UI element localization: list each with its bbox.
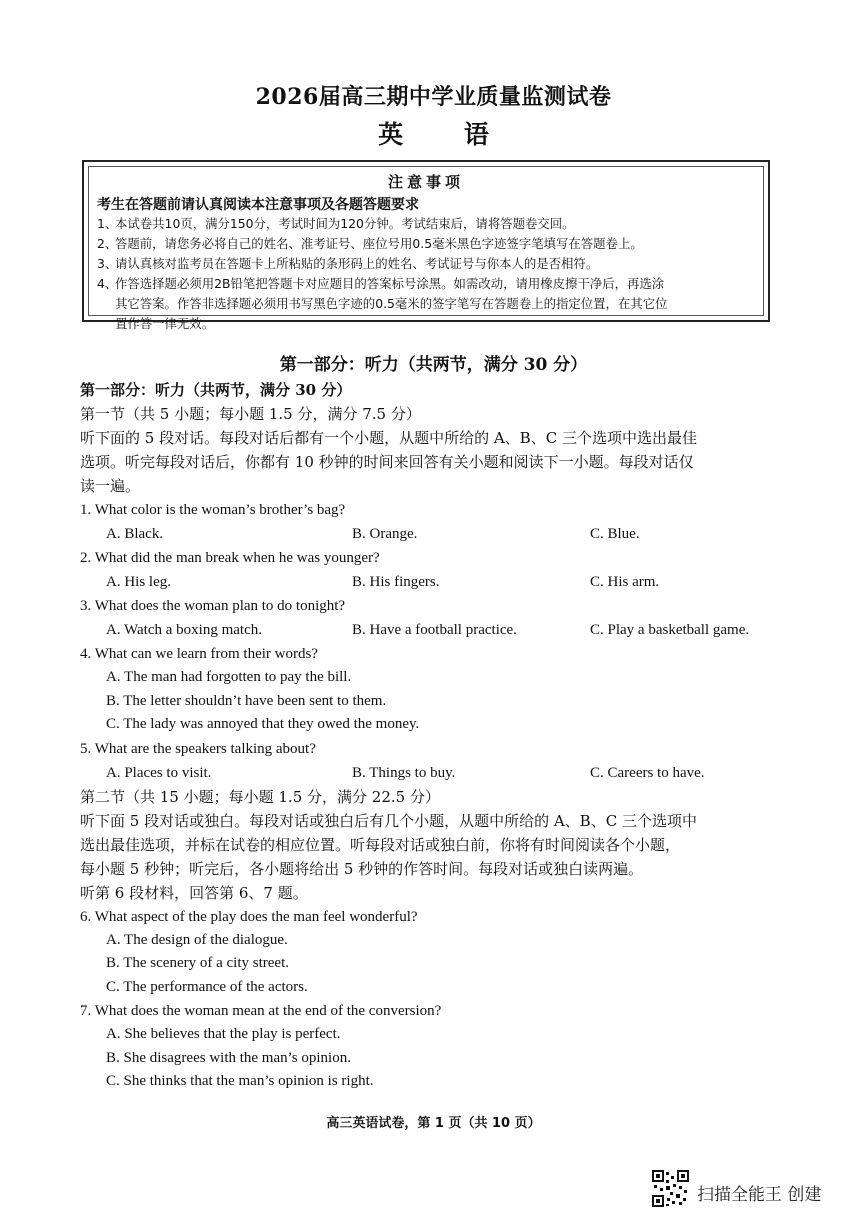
section1-heading: 第一节（共 5 小题；每小题 1.5 分，满分 7.5 分）	[80, 405, 421, 423]
option-b: B. The letter shouldn’t have been sent to them.	[106, 692, 387, 709]
subject-title: 英 语	[378, 120, 515, 149]
question-options	[80, 522, 780, 546]
option-b: B. The scenery of a city street.	[106, 955, 289, 971]
question-stem: 7. What does the woman mean at the end of the conversion?	[80, 1003, 442, 1019]
notice-item-continuation: 置作答一律无效。	[115, 316, 215, 331]
option-a: A. The design of the dialogue.	[106, 931, 288, 948]
question-stem: 3. What does the woman plan to do tonight?	[80, 598, 346, 614]
option-b: B. Have a football practice.	[352, 622, 517, 638]
section1-instruction: 读一遍。	[80, 477, 141, 495]
section2-instruction: 每小题 5 秒钟；听完后，各小题将给出 5 秒钟的作答时间。每段对话或独白读两遍。	[80, 859, 644, 878]
question-stem: 6. What aspect of the play does the man feel wonderful?	[80, 908, 418, 925]
qr-code-icon	[652, 1170, 689, 1207]
part1-subheading: 第一部分：听力（共两节，满分 30 分）	[80, 381, 352, 399]
option-c: C. The lady was annoyed that they owed the money.	[106, 716, 420, 732]
option-c: C. Play a basketball game.	[590, 622, 750, 638]
option-a: A. His leg.	[106, 574, 171, 590]
option-c: C. Careers to have.	[590, 764, 705, 781]
option-b: B. His fingers.	[352, 574, 440, 590]
notice-subtitle: 考生在答题前请认真阅读本注意事项及各题答题要求	[97, 197, 419, 213]
option-b: B. She disagrees with the man’s opinion.	[106, 1049, 351, 1066]
option-b: B. Orange.	[352, 526, 418, 542]
option-a: A. Black.	[106, 526, 164, 542]
question-stem: 5. What are the speakers talking about?	[80, 740, 316, 757]
section1-instruction: 选项。听完每段对话后，你都有 10 秒钟的时间来回答有关小题和阅读下一小题。每段对话仅	[80, 453, 694, 471]
question-body	[80, 378, 780, 1094]
notice-item: 4、作答选择题必须用2B铅笔把答题卡对应题目的答案标号涂黑。如需改动，请用橡皮擦干净后，再选涂	[97, 276, 665, 291]
option-c: C. Blue.	[590, 526, 640, 542]
option-b: B. Things to buy.	[352, 764, 456, 781]
section2-heading: 第二节（共 15 小题；每小题 1.5 分，满分 22.5 分）	[80, 787, 440, 806]
option-c: C. The performance of the actors.	[106, 978, 308, 995]
option-a: A. Watch a boxing match.	[106, 622, 262, 638]
notice-item-continuation: 其它答案。作答非选择题必须用书写黑色字迹的0.5毫米的签字笔写在答题卷上的指定位置，在其它位	[115, 296, 668, 311]
part1-heading: 第一部分：听力（共两节，满分 30 分）	[279, 355, 588, 375]
scanner-watermark: 扫描全能王 创建	[697, 1185, 822, 1205]
material-instruction: 听第 6 段材料，回答第 6、7 题。	[80, 883, 308, 902]
question-options	[80, 761, 780, 785]
notice-box	[82, 160, 770, 331]
section1-instruction: 听下面的 5 段对话。每段对话后都有一个小题，从题中所给的 A、B、C 三个选项中选出最佳	[80, 429, 697, 447]
option-a: A. Places to visit.	[106, 764, 212, 781]
notice-item: 2、答题前，请您务必将自己的姓名、准考证号、座位号用0.5毫米黑色字迹签字笔填写在答题卷上。	[97, 236, 643, 251]
notice-title: 注意事项	[387, 173, 464, 191]
exam-title: 2026届高三期中学业质量监测试卷	[255, 84, 612, 110]
option-c: C. His arm.	[590, 574, 660, 590]
option-a: A. She believes that the play is perfect.	[106, 1026, 341, 1042]
section2-instruction: 听下面 5 段对话或独白。每段对话或独白后有几个小题，从题中所给的 A、B、C 三个选项中	[80, 811, 697, 830]
question-stem: 1. What color is the woman’s brother’s bag?	[80, 502, 346, 518]
option-c: C. She thinks that the man’s opinion is right.	[106, 1073, 374, 1089]
section2-instruction: 选出最佳选项，并标在试卷的相应位置。听每段对话或独白前，你将有时间阅读各个小题，	[80, 835, 681, 854]
question-options	[80, 618, 780, 642]
notice-item: 3、请认真核对监考员在答题卡上所粘贴的条形码上的姓名、考试证号与你本人的是否相符。	[97, 256, 599, 271]
option-a: A. The man had forgotten to pay the bill.	[106, 669, 352, 685]
question-options	[80, 570, 780, 594]
question-stem: 4. What can we learn from their words?	[80, 646, 318, 662]
question-stem: 2. What did the man break when he was younger?	[80, 550, 380, 566]
notice-item: 1、本试卷共10页，满分150分，考试时间为120分钟。考试结束后，请将答题卷交回。	[97, 216, 575, 231]
page-footer: 高三英语试卷，第 1 页（共 10 页）	[326, 1116, 541, 1131]
